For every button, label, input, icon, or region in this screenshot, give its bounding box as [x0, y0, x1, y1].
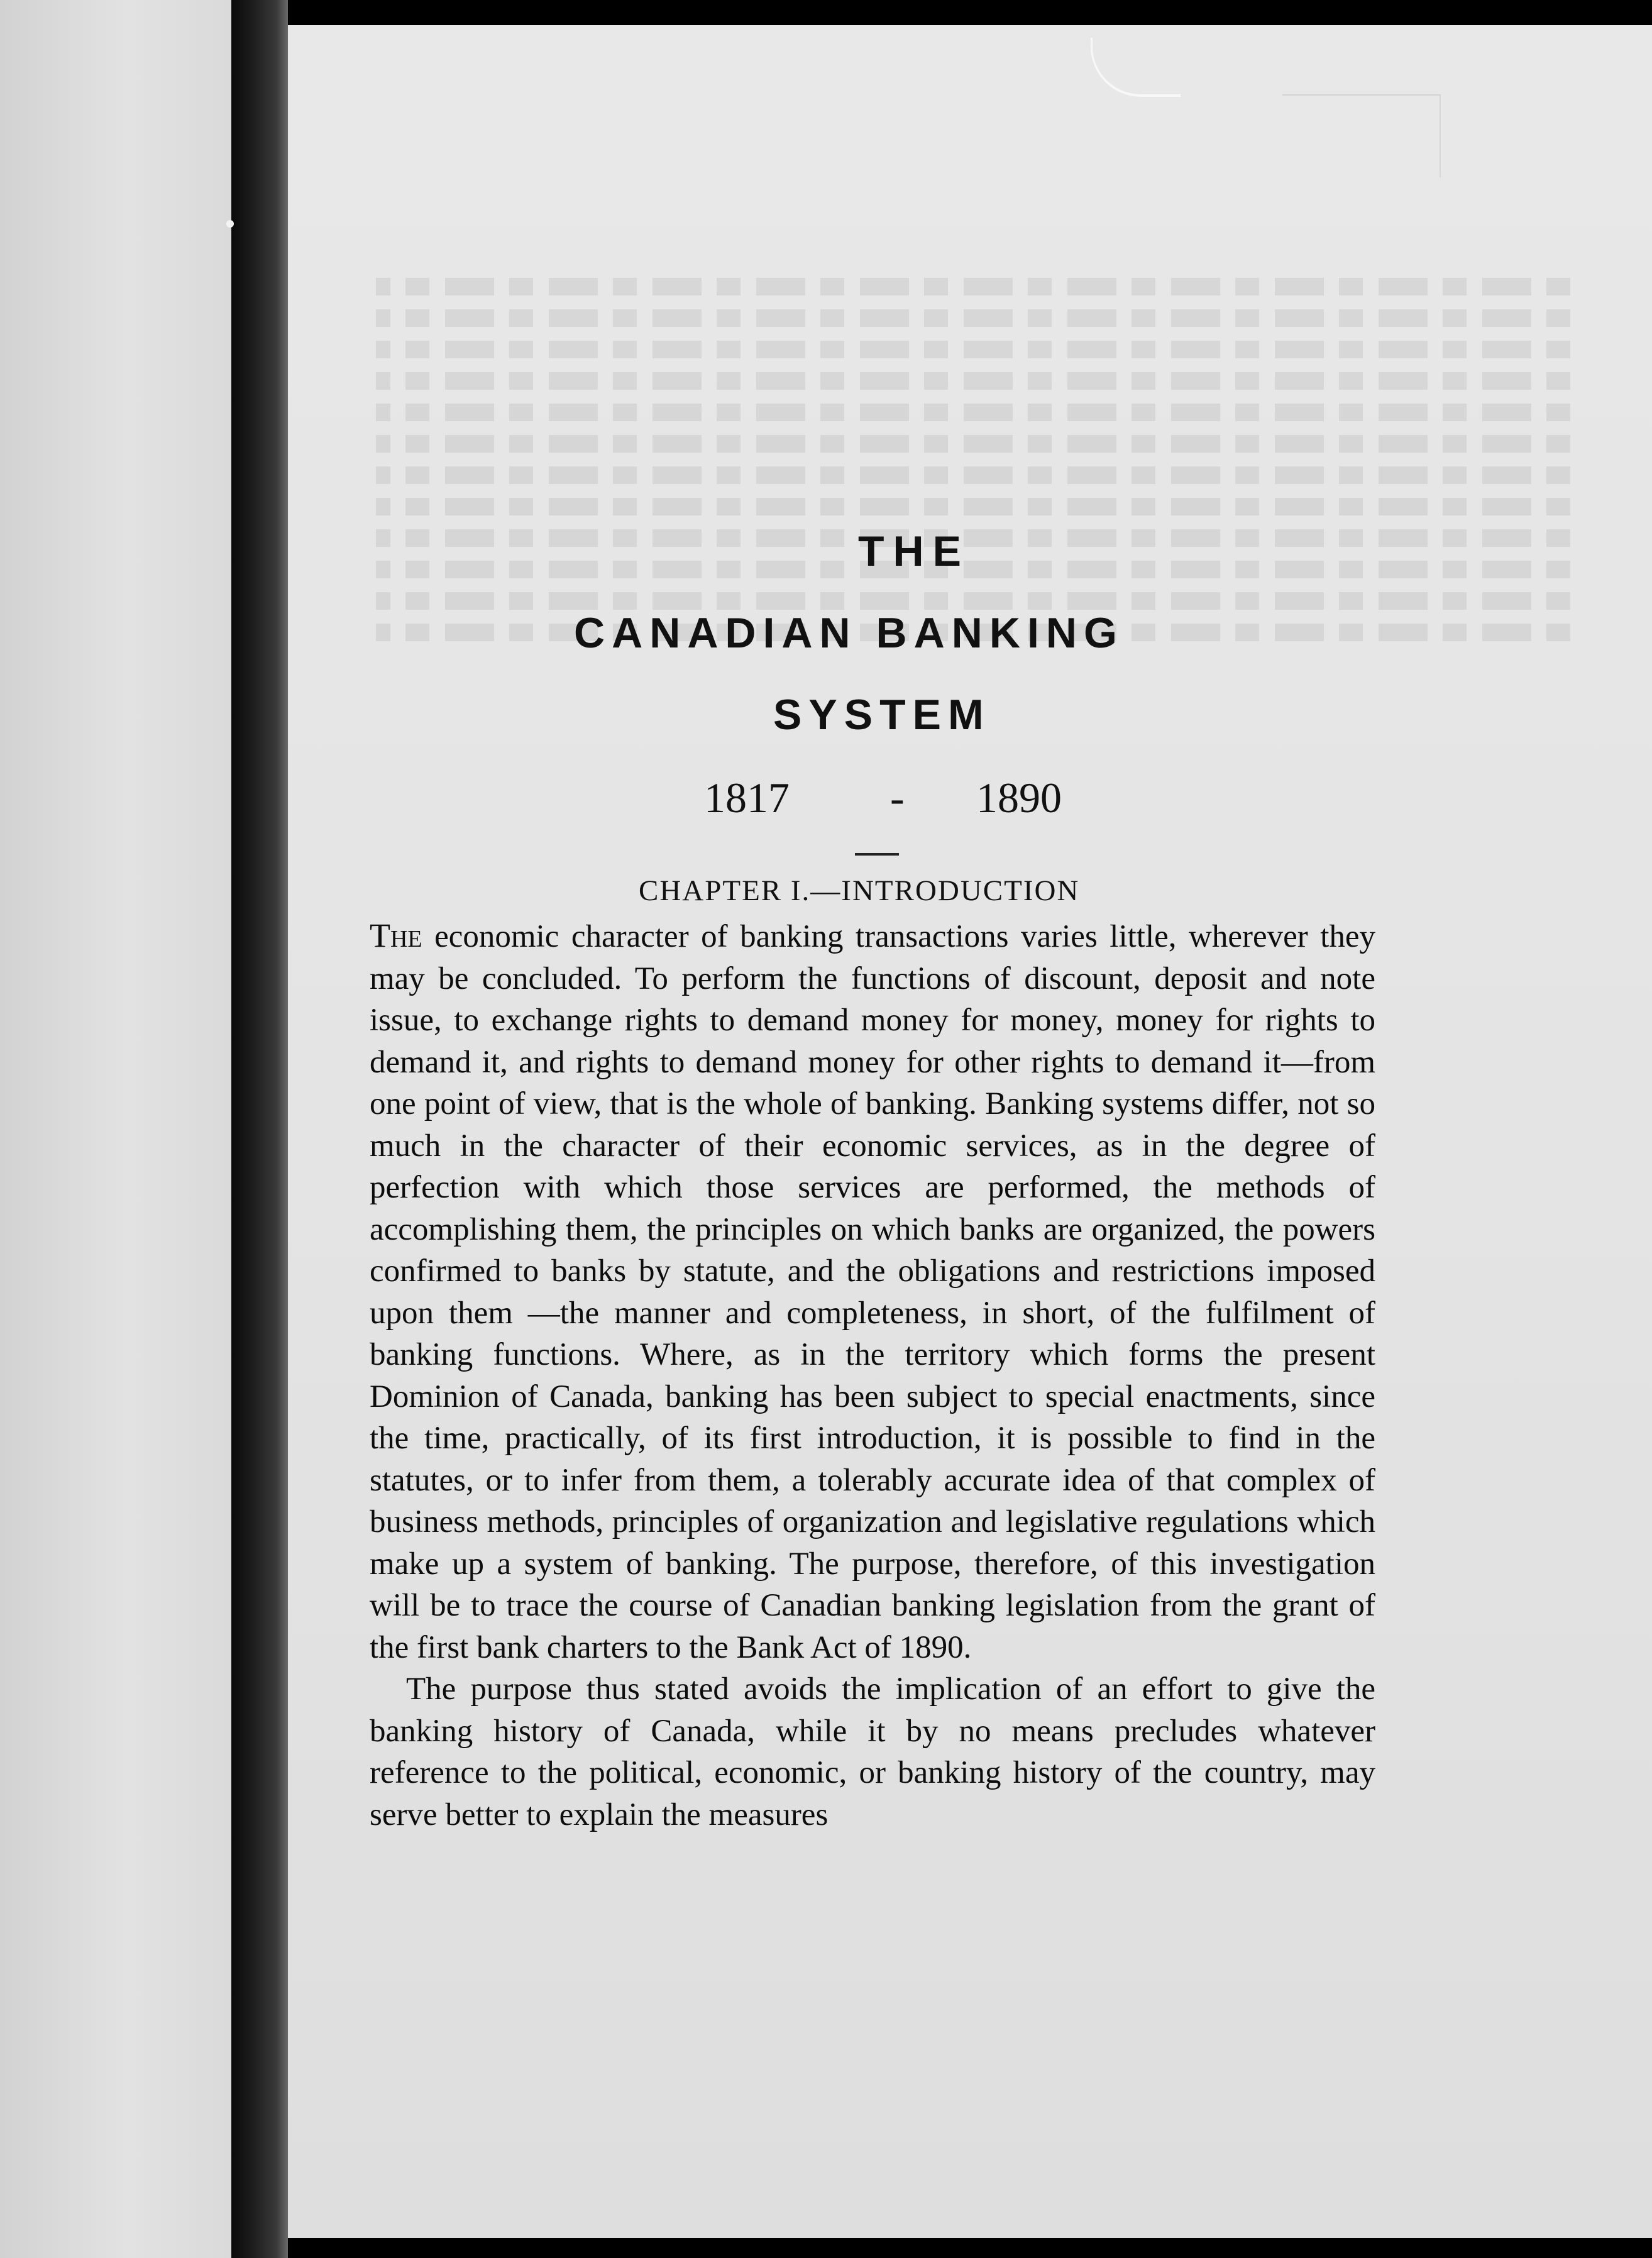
title-line-canadian-banking: CANADIAN BANKING [574, 609, 1124, 657]
paragraph-2: The purpose thus stated avoids the implication of an effort to give the banking history of Canada, while it by no means precludes whatever reference to the political, economic, or banking history of the country, may serve better to explain the measures [370, 1671, 1375, 1832]
title-line-the: THE [858, 527, 970, 575]
paragraph-1-text: economic character of banking transactions varies little, wherever they may be concluded. To perform the functions of discount, deposit and note issue, to exchange rights to demand money for money, money for rights to demand it, and rights to demand money for other rights to demand it—from one point of view, that is the whole of banking. Banking systems differ, not so much in the character of their economic services, as in the degree of perfection with which those services are performed, the methods of accomplishing them, the principles on which banks are organized, the powers confirmed to banks by statute, and the obligations and restrictions imposed upon them —the manner and completeness, in short, of the fulfilment of banking functions. Where, as in the territory which forms the present Dominion of Canada, banking has been subject to special enactments, since the time, practically, of its first introduction, it is possible to find in the statutes, or to infer from them, a tolerably accurate idea of that complex of business methods, principles of organization and legislative regulations which make up a system of banking. The purpose, therefore, of this investigation will be to trace the course of Canadian banking legislation from the grant of the first bank charters to the Bank Act of 1890. [370, 919, 1375, 1665]
year-range-dash: - [890, 774, 905, 822]
paragraph-1-lead-word: The [370, 917, 422, 954]
chapter-body [370, 915, 1375, 1836]
page-crease [1282, 94, 1441, 177]
title-divider-rule [855, 853, 899, 856]
year-end: 1890 [976, 774, 1062, 822]
paragraph-1 [370, 915, 1375, 1668]
year-start: 1817 [704, 774, 790, 822]
chapter-heading: CHAPTER I.—INTRODUCTION [639, 874, 1080, 907]
scan-speck [226, 220, 234, 228]
title-line-system: SYSTEM [773, 691, 991, 739]
left-page-blank [0, 0, 231, 2258]
book-gutter-shadow [231, 0, 288, 2258]
